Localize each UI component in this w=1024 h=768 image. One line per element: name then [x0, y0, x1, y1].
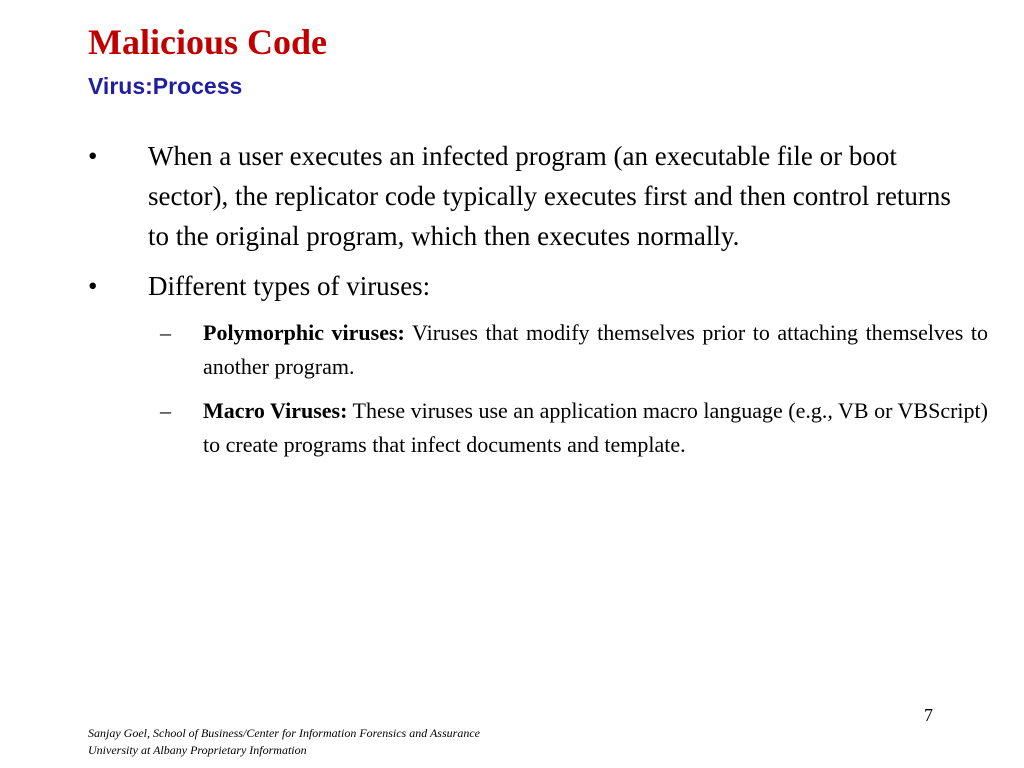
footer [88, 725, 480, 759]
slide-title: Malicious Code [88, 22, 327, 62]
sub-bullet-list [148, 316, 988, 462]
bullet-item [88, 266, 988, 306]
footer-line-affiliation: Sanjay Goel, School of Business/Center for Information Forensics and Assurance [88, 726, 480, 740]
sub-bullet-text: These viruses use an application macro language (e.g., VB or VBScript) to create programs that infect documents and template. [203, 398, 988, 457]
bullet-marker: • [88, 141, 98, 171]
sub-bullet-marker: – [160, 398, 171, 423]
bullet-item [88, 136, 988, 256]
bullet-text: When a user executes an infected program (an executable file or boot sector), the replicator code typically executes first and then control returns to the original program, which then executes normally. [148, 141, 951, 251]
page-number: 7 [924, 705, 933, 725]
slide-subtitle: Virus:Process [88, 73, 243, 99]
sub-bullet-item [148, 316, 988, 384]
sub-bullet-item [148, 394, 988, 462]
sub-bullet-term: Polymorphic viruses: [203, 320, 405, 345]
sub-bullet-marker: – [160, 320, 171, 345]
bullet-text: Different types of viruses: [148, 271, 431, 301]
sub-bullet-text: Viruses that modify themselves prior to attaching themselves to another program. [203, 320, 988, 379]
bullet-list [88, 136, 988, 472]
bullet-marker: • [88, 271, 98, 301]
sub-bullet-term: Macro Viruses: [203, 398, 348, 423]
footer-line-proprietary: University at Albany Proprietary Information [88, 743, 307, 757]
